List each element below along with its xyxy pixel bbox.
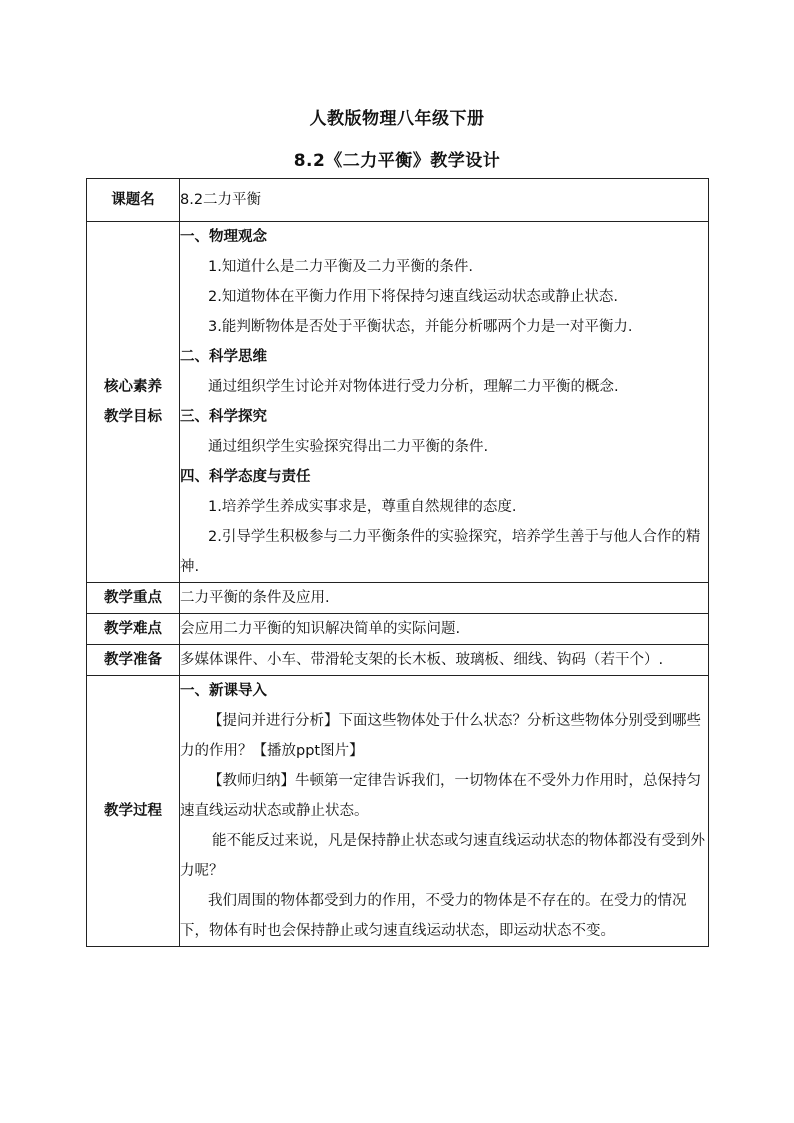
table-row-preparation <box>87 645 709 676</box>
document-title: 人教版物理八年级下册 <box>309 109 485 129</box>
goals-line-1-3: 3.能判断物体是否处于平衡状态，并能分析哪两个力是一对平衡力. <box>208 319 633 335</box>
topic-value: 8.2二力平衡 <box>180 179 709 222</box>
table-row-key-point <box>87 583 709 614</box>
goals-line-2-1: 通过组织学生讨论并对物体进行受力分析，理解二力平衡的概念. <box>208 379 619 395</box>
process-content <box>180 676 709 947</box>
table-row-goals <box>87 222 709 583</box>
goals-heading-3: 三、科学探究 <box>180 409 267 425</box>
goals-content <box>180 222 709 583</box>
key-point-value: 二力平衡的条件及应用. <box>180 583 709 614</box>
goals-label-line2: 教学目标 <box>104 409 162 425</box>
goals-line-3-1: 通过组织学生实验探究得出二力平衡的条件. <box>208 439 489 455</box>
goals-label-line1: 核心素养 <box>104 379 162 395</box>
process-paragraph-2: 【教师归纳】牛顿第一定律告诉我们，一切物体在不受外力作用时，总保持匀速直线运动状态或静止状态。 <box>180 773 701 819</box>
difficulty-label: 教学难点 <box>87 614 180 645</box>
process-paragraph-3: 能不能反过来说，凡是保持静止状态或匀速直线运动状态的物体都没有受到外力呢？ <box>180 833 705 879</box>
goals-line-1-2: 2.知道物体在平衡力作用下将保持匀速直线运动状态或静止状态. <box>208 289 618 305</box>
table-row-topic <box>87 179 709 222</box>
document-subtitle: 8.2《二力平衡》教学设计 <box>293 151 501 171</box>
process-heading: 一、新课导入 <box>180 683 267 699</box>
process-label: 教学过程 <box>87 676 180 947</box>
topic-label: 课题名 <box>87 179 180 222</box>
goals-heading-2: 二、科学思维 <box>180 349 267 365</box>
table-row-difficulty <box>87 614 709 645</box>
goals-heading-4: 四、科学态度与责任 <box>180 469 311 485</box>
goals-heading-1: 一、物理观念 <box>180 229 267 245</box>
goals-line-1-1: 1.知道什么是二力平衡及二力平衡的条件. <box>208 259 473 275</box>
process-paragraph-1: 【提问并进行分析】下面这些物体处于什么状态？分析这些物体分别受到哪些力的作用？【播放ppt图片】 <box>180 713 701 759</box>
table-row-process <box>87 676 709 947</box>
goals-line-4-1: 1.培养学生养成实事求是，尊重自然规律的态度. <box>208 499 517 515</box>
key-point-label: 教学重点 <box>87 583 180 614</box>
preparation-label: 教学准备 <box>87 645 180 676</box>
goals-label <box>87 222 180 583</box>
lesson-plan-table <box>86 178 709 947</box>
goals-line-4-2: 2.引导学生积极参与二力平衡条件的实验探究，培养学生善于与他人合作的精神. <box>180 529 701 575</box>
process-paragraph-4: 我们周围的物体都受到力的作用，不受力的物体是不存在的。在受力的情况下，物体有时也会保持静止或匀速直线运动状态，即运动状态不变。 <box>180 893 687 939</box>
preparation-value: 多媒体课件、小车、带滑轮支架的长木板、玻璃板、细线、钩码（若干个）. <box>180 645 709 676</box>
difficulty-value: 会应用二力平衡的知识解决简单的实际问题. <box>180 614 709 645</box>
